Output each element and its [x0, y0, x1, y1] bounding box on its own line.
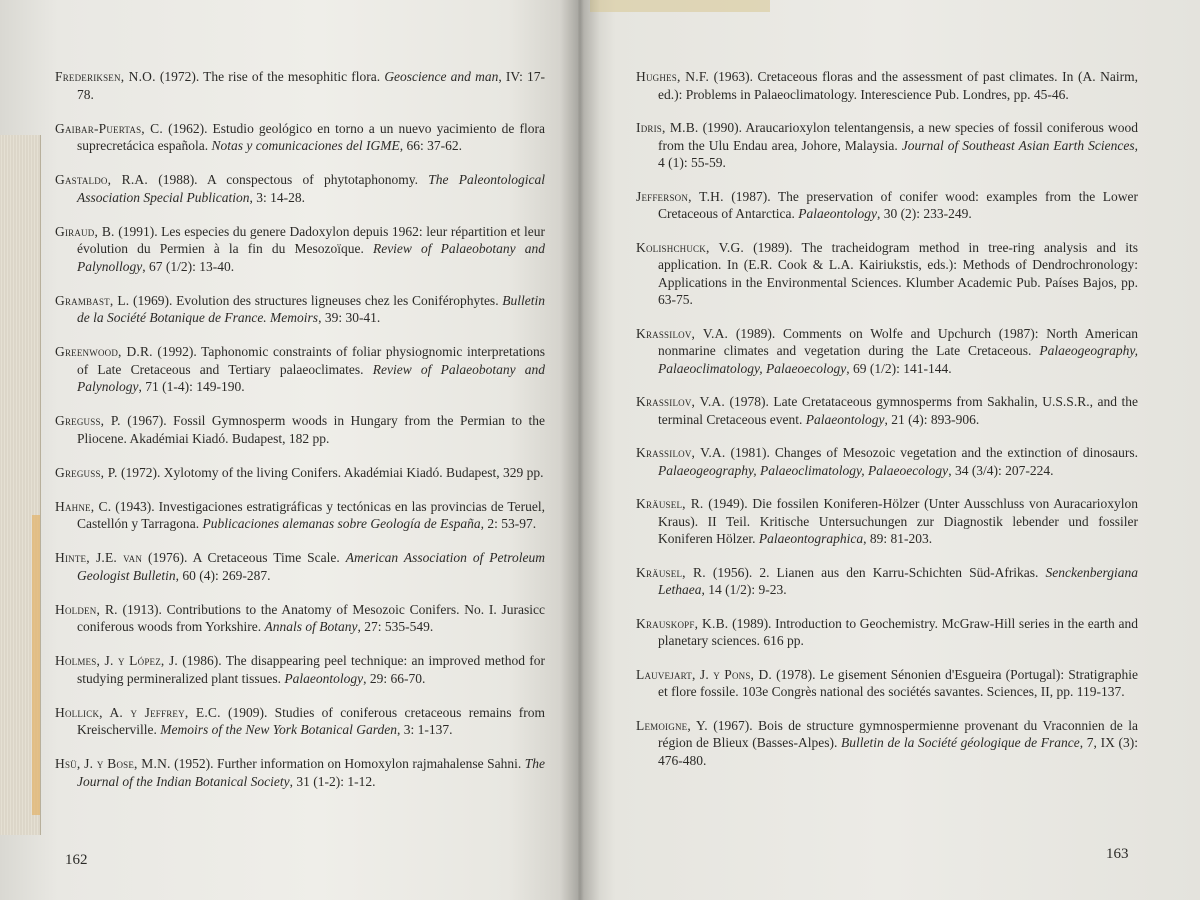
reference-list-right [636, 68, 1138, 785]
reference-entry: Gaibar-Puertas, C. (1962). Estudio geológico en torno a un nuevo yacimiento de flora suprecretácica española. Notas y comunicaciones del IGME, 66: 37-62. [55, 120, 545, 153]
reference-entry: Hollick, A. y Jeffrey, E.C. (1909). Studies of coniferous cretaceous remains from Kreischerville. Memoirs of the New York Botanical Garden, 3: 1-137. [55, 704, 545, 737]
reference-entry: Krassilov, V.A. (1989). Comments on Wolfe and Upchurch (1987): North American nonmarine climates and vegetation during the Late Cretaceous. Palaeogeography, Palaeoclimatology, Palaeoecology, 69 (1/2): 141-144. [636, 325, 1138, 376]
reference-entry: Lauvejart, J. y Pons, D. (1978). Le gisement Sénonien d'Esgueira (Portugal): Stratigraphie et flore fossile. 103e Congrès national des sociétés savantes. Sciences, II, pp. 119-137. [636, 666, 1138, 699]
reference-entry: Kräusel, R. (1949). Die fossilen Koniferen-Hölzer (Unter Ausschluss von Auracarioxylon Kraus). II Teil. Kritische Untersuchungen zur Diagnostik lebender und fossiler Koniferen Hölzer. Palaeontographica, 89: 81-203. [636, 496, 1138, 546]
reference-entry: Gastaldo, R.A. (1988). A conspectous of phytotaphonomy. The Paleontological Association Special Publication, 3: 14-28. [55, 172, 545, 205]
bookmark-tab [32, 515, 40, 815]
reference-entry: Krassilov, V.A. (1978). Late Cretataceous gymnosperms from Sakhalin, U.S.S.R., and the terminal Cretaceous event. Palaeontology, 21 (4): 893-906. [636, 394, 1138, 427]
reference-entry: Hahne, C. (1943). Investigaciones estratigráficas y tectónicas en las provincias de Teruel, Castellón y Tarragona. Publicaciones alemanas sobre Geología de España, 2: 53-97. [55, 498, 545, 531]
reference-entry: Greguss, P. (1967). Fossil Gymnosperm woods in Hungary from the Permian to the Pliocene. Akadémiai Kiadó. Budapest, 182 pp. [55, 413, 545, 446]
reference-entry: Frederiksen, N.O. (1972). The rise of the mesophitic flora. Geoscience and man, IV: 17-78. [55, 69, 545, 102]
reference-entry: Hsü, J. y Bose, M.N. (1952). Further information on Homoxylon rajmahalense Sahni. The Journal of the Indian Botanical Society, 31 (1-2): 1-12. [55, 756, 545, 789]
reference-entry: Kräusel, R. (1956). 2. Lianen aus den Karru-Schichten Süd-Afrikas. Senckenbergiana Lethaea, 14 (1/2): 9-23. [636, 564, 1138, 597]
page-number-right: 163 [1106, 846, 1129, 862]
reference-entry: Krassilov, V.A. (1981). Changes of Mesozoic vegetation and the extinction of dinosaurs. Palaeogeography, Palaeoclimatology, Palaeoecology, 34 (3/4): 207-224. [636, 445, 1138, 478]
page-top-sliver [590, 0, 770, 12]
right-page [578, 0, 1200, 900]
reference-entry: Krauskopf, K.B. (1989). Introduction to Geochemistry. McGraw-Hill series in the earth and planetary sciences. 616 pp. [636, 615, 1138, 648]
reference-entry: Holden, R. (1913). Contributions to the Anatomy of Mesozoic Conifers. No. I. Jurasicc coniferous woods from Yorkshire. Annals of Botany, 27: 535-549. [55, 601, 546, 634]
reference-entry: Idris, M.B. (1990). Araucarioxylon telentangensis, a new species of fossil coniferous wood from the Ulu Endau area, Johore, Malaysia. Journal of Southeast Asian Earth Sciences, 4 (1): 55-59. [636, 120, 1139, 170]
reference-entry: Greguss, P. (1972). Xylotomy of the living Conifers. Akadémiai Kiadó. Budapest, 329 pp. [55, 464, 544, 480]
reference-entry: Holmes, J. y López, J. (1986). The disappearing peel technique: an improved method for studying permineralized plant tissues. Palaeontology, 29: 66-70. [55, 653, 546, 686]
reference-entry: Lemoigne, Y. (1967). Bois de structure gymnospermienne provenant du Vraconnien de la région de Blieux (Basses-Alpes). Bulletin de la Société géologique de France, 7, IX (3): 476-480. [636, 717, 1138, 768]
reference-entry: Kolishchuck, V.G. (1989). The tracheidogram method in tree-ring analysis and its application. In (E.R. Cook & L.A. Kairiukstis, eds.): Methods of Dendrochronology: Applications in the Environmental Sciences. Klumber Academic Pub. Países Bajos, pp. 63-75. [636, 239, 1138, 307]
page-number-left: 162 [65, 852, 88, 868]
reference-entry: Jefferson, T.H. (1987). The preservation of conifer wood: examples from the Lower Cretaceous of Antarctica. Palaeontology, 30 (2): 233-249. [636, 188, 1138, 221]
reference-entry: Greenwood, D.R. (1992). Taphonomic constraints of foliar physiognomic interpretations of Late Cretaceous and Tertiary palaeoclimates. Review of Palaeobotany and Palynology, 71 (1-4): 149-190. [55, 344, 546, 394]
reference-entry: Grambast, L. (1969). Evolution des structures ligneuses chez les Coniférophytes. Bulletin de la Société Botanique de France. Memoirs, 39: 30-41. [55, 292, 546, 325]
left-page [0, 0, 578, 900]
reference-entry: Hughes, N.F. (1963). Cretaceous floras and the assessment of past climates. In (A. Nairm, ed.): Problems in Palaeoclimatology. Interescience Pub. Londres, pp. 45-46. [636, 69, 1138, 102]
reference-list-left [55, 68, 545, 807]
reference-entry: Hinte, J.E. van (1976). A Cretaceous Time Scale. American Association of Petroleum Geologist Bulletin, 60 (4): 269-287. [55, 550, 545, 583]
reference-entry: Giraud, B. (1991). Les especies du genere Dadoxylon depuis 1962: leur répartition et leur évolution du Permien à la fin du Mesozoïque. Review of Palaeobotany and Palynollogy, 67 (1/2): 13-40. [55, 223, 545, 274]
